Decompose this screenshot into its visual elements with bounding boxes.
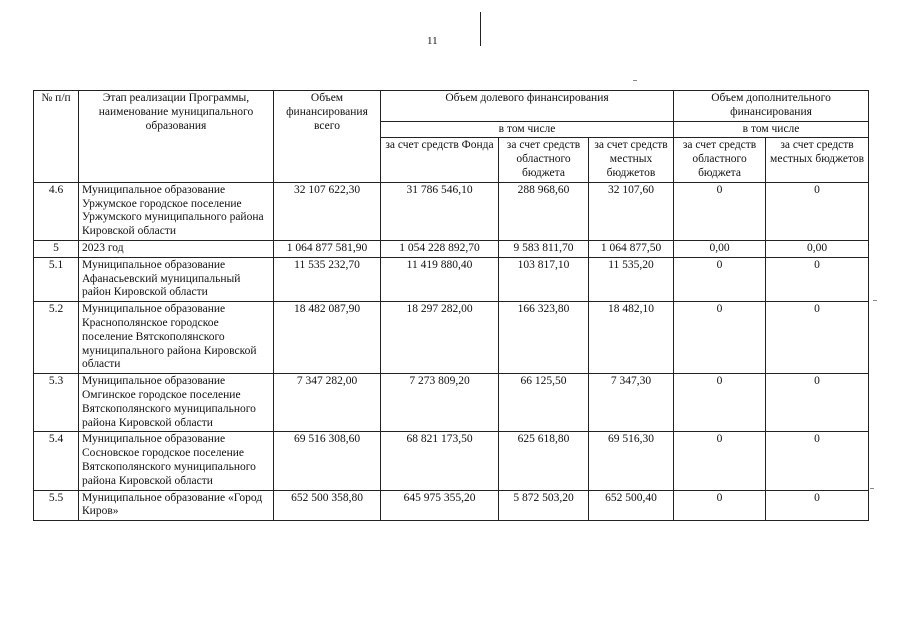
cell-add-regional: 0 [674,302,766,374]
cell-total: 11 535 232,70 [274,257,381,301]
cell-add-local: 0 [766,257,869,301]
scan-artifact-dot [870,488,874,489]
cell-add-local: 0 [766,374,869,432]
cell-fund: 11 419 880,40 [381,257,499,301]
cell-num: 5.4 [34,432,79,490]
header-additional-incl: в том числе [674,121,869,138]
table-row [34,432,869,490]
cell-add-regional: 0 [674,432,766,490]
cell-total: 652 500 358,80 [274,490,381,521]
table-row [34,302,869,374]
cell-add-regional: 0 [674,182,766,240]
header-total: Объем финансирования всего [274,91,381,183]
cell-num: 5.2 [34,302,79,374]
cell-num: 5.3 [34,374,79,432]
cell-add-regional: 0 [674,257,766,301]
table-row [34,182,869,240]
cell-add-regional: 0,00 [674,240,766,257]
cell-local: 18 482,10 [589,302,674,374]
cell-num: 5.5 [34,490,79,521]
cell-name: Муниципальное образование «Город Киров» [79,490,274,521]
cell-add-local: 0,00 [766,240,869,257]
cell-total: 18 482 087,90 [274,302,381,374]
cell-num: 4.6 [34,182,79,240]
cell-fund: 68 821 173,50 [381,432,499,490]
header-fund: за счет средств Фонда [381,138,499,182]
cell-regional: 9 583 811,70 [499,240,589,257]
cell-regional: 166 323,80 [499,302,589,374]
cell-name: Муниципальное образование Сосновское городское поселение Вятскополянского муниципального района Кировской области [79,432,274,490]
header-add-local: за счет средств местных бюджетов [766,138,869,182]
cell-num: 5 [34,240,79,257]
cell-add-local: 0 [766,490,869,521]
table-row [34,374,869,432]
cell-name: 2023 год [79,240,274,257]
cell-total: 7 347 282,00 [274,374,381,432]
cell-local: 69 516,30 [589,432,674,490]
cell-regional: 103 817,10 [499,257,589,301]
cell-total: 32 107 622,30 [274,182,381,240]
cell-add-regional: 0 [674,490,766,521]
cell-local: 7 347,30 [589,374,674,432]
header-regional: за счет средств областного бюджета [499,138,589,182]
header-shared-incl: в том числе [381,121,674,138]
cell-add-regional: 0 [674,374,766,432]
cell-regional: 5 872 503,20 [499,490,589,521]
cell-regional: 625 618,80 [499,432,589,490]
cell-add-local: 0 [766,302,869,374]
cell-local: 652 500,40 [589,490,674,521]
cell-add-local: 0 [766,432,869,490]
cell-add-local: 0 [766,182,869,240]
financing-table [33,90,869,521]
cell-fund: 7 273 809,20 [381,374,499,432]
header-shared: Объем долевого финансирования [381,91,674,122]
cell-regional: 288 968,60 [499,182,589,240]
scan-artifact-dot [633,80,637,81]
cell-name: Муниципальное образование Краснополянское городское поселение Вятскополянского муниципального района Кировской области [79,302,274,374]
page-number: 11 [427,35,438,47]
cell-fund: 1 054 228 892,70 [381,240,499,257]
header-local: за счет средств местных бюджетов [589,138,674,182]
cell-regional: 66 125,50 [499,374,589,432]
cell-name: Муниципальное образование Афанасьевский муниципальный район Кировской области [79,257,274,301]
cell-fund: 18 297 282,00 [381,302,499,374]
cell-local: 32 107,60 [589,182,674,240]
cell-local: 1 064 877,50 [589,240,674,257]
cell-name: Муниципальное образование Омгинское городское поселение Вятскополянского муниципального района Кировской области [79,374,274,432]
cell-local: 11 535,20 [589,257,674,301]
cell-total: 1 064 877 581,90 [274,240,381,257]
cell-total: 69 516 308,60 [274,432,381,490]
scan-artifact-line [480,12,481,46]
cell-fund: 31 786 546,10 [381,182,499,240]
table-row [34,240,869,257]
cell-name: Муниципальное образование Уржумское городское поселение Уржумского муниципального района Кировской области [79,182,274,240]
cell-fund: 645 975 355,20 [381,490,499,521]
header-stage: Этап реализации Программы, наименование муниципального образования [79,91,274,183]
cell-num: 5.1 [34,257,79,301]
scan-artifact-dot [873,300,877,301]
header-add-regional: за счет средств областного бюджета [674,138,766,182]
header-num: № п/п [34,91,79,183]
table-row [34,490,869,521]
header-additional: Объем дополнительного финансирования [674,91,869,122]
table-row [34,257,869,301]
